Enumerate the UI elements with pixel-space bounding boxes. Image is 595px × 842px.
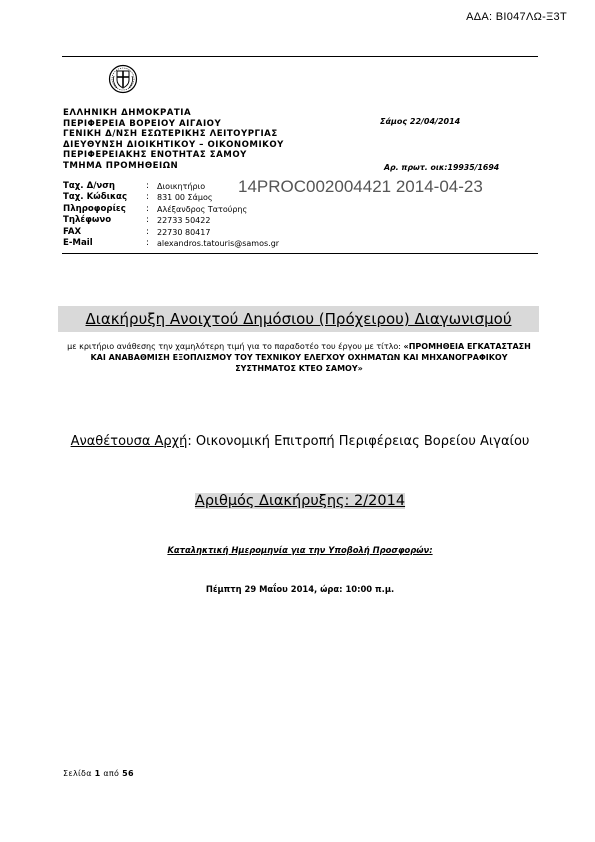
- subject-intro: με κριτήριο ανάθεσης την χαμηλότερη τιμή για το παραδοτέο του έργου με τίτλο:: [67, 342, 404, 351]
- contact-value: 831 00 Σάμος: [157, 193, 213, 203]
- contact-label: Ταχ. Κώδικας: [63, 192, 128, 203]
- page-total: 56: [122, 769, 134, 778]
- contact-label: Ταχ. Δ/νση: [63, 181, 116, 191]
- contact-label: E-Mail: [63, 238, 93, 249]
- contact-value: Διοικητήριο: [157, 182, 206, 191]
- protocol-number: Αρ. πρωτ. οικ:19935/1694: [384, 163, 500, 172]
- page-mid: από: [100, 769, 123, 778]
- header-line: ΔΙΕΥΘΥΝΣΗ ΔΙΟΙΚΗΤΙΚΟΥ – ΟΙΚΟΝΟΜΙΚΟΥ: [63, 139, 284, 150]
- contact-value: 22733 50422: [157, 216, 211, 226]
- subject-description: [64, 341, 534, 375]
- contracting-authority: [70, 433, 530, 450]
- contact-value: Αλέξανδρος Τατούρης: [157, 204, 248, 214]
- ada-code: ΑΔΑ: ΒΙ047ΛΩ-Ξ3Τ: [466, 11, 567, 23]
- contact-row-phone: Τηλέφωνο : 22733 50422: [63, 215, 211, 226]
- header-line: ΠΕΡΙΦΕΡΕΙΑ ΒΟΡΕΙΟΥ ΑΙΓΑΙΟΥ: [63, 118, 222, 129]
- page-prefix: Σελίδα: [63, 769, 95, 778]
- greek-coat-of-arms-icon: [108, 64, 138, 94]
- registration-stamp: 14PROC002004421 2014-04-23: [238, 177, 483, 196]
- document-date: Σάμος 22/04/2014: [380, 117, 461, 126]
- header-line: ΕΛΛΗΝΙΚΗ ΔΗΜΟΚΡΑΤΙΑ: [63, 108, 192, 118]
- document-title: Διακήρυξη Ανοιχτού Δημόσιου (Πρόχειρου) Διαγωνισμού: [58, 306, 539, 332]
- contact-label: Πληροφορίες: [63, 203, 126, 214]
- contact-row-email: E-Mail : alexandros.tatouris@samos.gr: [63, 238, 280, 249]
- contact-row-info: Πληροφορίες : Αλέξανδρος Τατούρης: [63, 203, 248, 214]
- header-line: ΓΕΝΙΚΗ Δ/ΝΣΗ ΕΣΩΤΕΡΙΚΗΣ ΛΕΙΤΟΥΡΓΙΑΣ: [63, 129, 278, 140]
- contact-row-address: Ταχ. Δ/νση : Διοικητήριο: [63, 181, 206, 191]
- contact-label: FAX: [63, 226, 82, 237]
- deadline-label: Καταληκτική Ημερομηνία για την Υποβολή Προσφορών:: [167, 545, 433, 555]
- page-number: [63, 769, 134, 778]
- deadline-value: Πέμπτη 29 Μαΐου 2014, ώρα: 10:00 π.μ.: [205, 584, 395, 594]
- declaration-label: Αριθμός Διακήρυξης: [194, 493, 345, 509]
- contact-email[interactable]: alexandros.tatouris@samos.gr: [157, 239, 280, 249]
- contact-details: [63, 181, 279, 249]
- contact-row-postcode: Ταχ. Κώδικας : 831 00 Σάμος: [63, 192, 213, 203]
- authority-header: [63, 108, 284, 172]
- subject-title: «ΠΡΟΜΗΘΕΙΑ ΕΓΚΑΤΑΣΤΑΣΗ ΚΑΙ ΑΝΑΒΑΘΜΙΣΗ ΕΞΟΠΛΙΣΜΟΥ ΤΟΥ ΤΕΧΝΙΚΟΥ ΕΛΕΓΧΟΥ ΟΧΗΜΑΤΩΝ ΚΑΙ ΜΗΧΑΝΟΓΡΑΦΙΚΟΥ ΣΥΣΤΗΜΑΤΟΣ ΚΤΕΟ ΣΑΜΟΥ»: [90, 342, 531, 374]
- contact-value: 22730 80417: [157, 227, 211, 237]
- header-line: ΠΕΡΙΦΕΡΕΙΑΚΗΣ ΕΝΟΤΗΤΑΣ ΣΑΜΟΥ: [63, 150, 247, 161]
- top-divider: [62, 56, 538, 57]
- page-current: 1: [94, 769, 101, 778]
- header-line: ΤΜΗΜΑ ΠΡΟΜΗΘΕΙΩΝ: [63, 160, 179, 171]
- authority-label: Αναθέτουσα Αρχή: [70, 434, 188, 449]
- header-divider: [62, 253, 538, 254]
- declaration-number: [70, 493, 530, 509]
- contact-label: Τηλέφωνο: [63, 215, 112, 226]
- contact-row-fax: FAX : 22730 80417: [63, 226, 211, 237]
- declaration-value: : 2/2014: [344, 493, 406, 509]
- authority-value: : Οικονομική Επιτροπή Περιφέρειας Βορείου Αιγαίου: [187, 434, 530, 449]
